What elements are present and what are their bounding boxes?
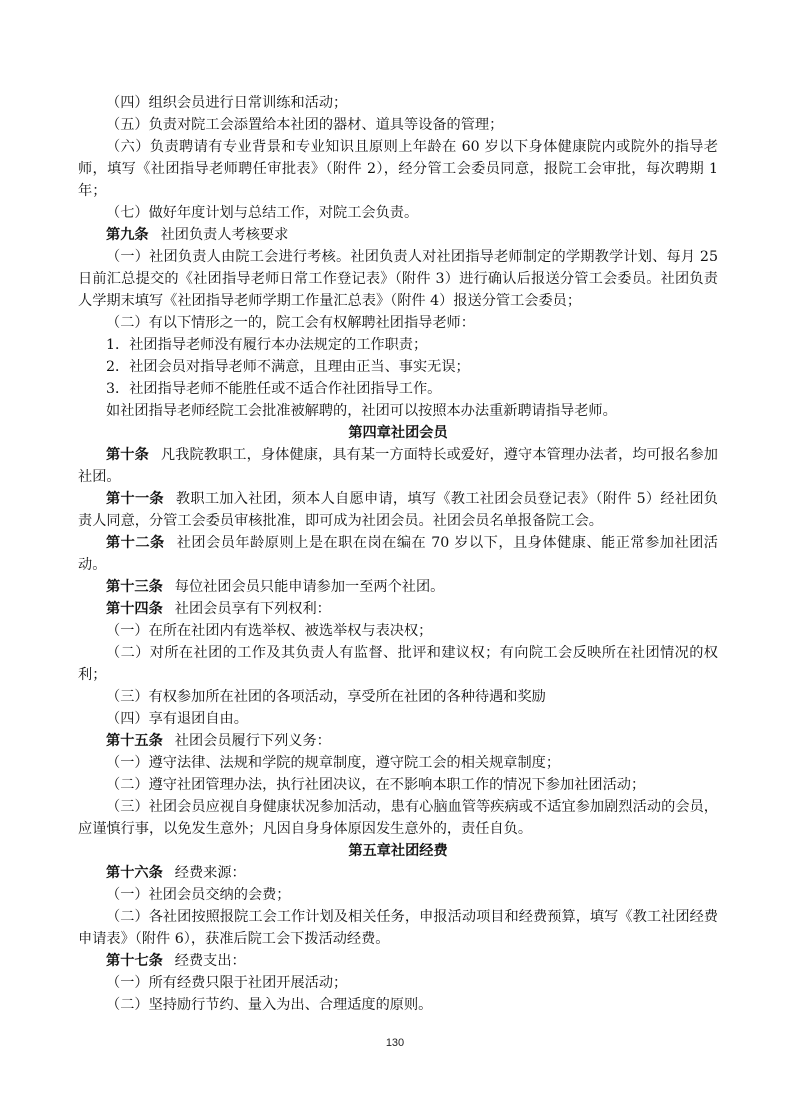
article-paragraph bbox=[78, 532, 718, 576]
article-text: 凡我院教职工，身体健康，具有某一方面特长或爱好，遵守本管理办法者，均可报名参加社团。 bbox=[78, 447, 718, 485]
article-text: 社团会员享有下列权利： bbox=[174, 601, 331, 617]
paragraph: （一）社团负责人由院工会进行考核。社团负责人对社团指导老师制定的学期教学计划、每月 25 日前汇总提交的《社团指导老师日常工作登记表》（附件 3）进行确认后报送分管工会委员。社团负责人学期末填写《社团指导老师学期工作量汇总表》（附件 4）报送分管工会委员； bbox=[78, 249, 718, 309]
article-text: 社团会员履行下列义务： bbox=[174, 733, 331, 749]
paragraph: （五）负责对院工会添置给本社团的器材、道具等设备的管理； bbox=[106, 117, 504, 133]
paragraph: 1．社团指导老师没有履行本办法规定的工作职责； bbox=[106, 337, 428, 353]
article-text: 教职工加入社团，须本人自愿申请，填写《教工社团会员登记表》（附件 5）经社团负责人同意，分管工会委员审核批准，即可成为社团会员。社团会员名单报备院工会。 bbox=[78, 491, 718, 529]
chapter-heading: 第四章社团会员 bbox=[348, 425, 448, 441]
article-paragraph bbox=[78, 730, 718, 752]
article-paragraph bbox=[78, 950, 718, 972]
chapter-heading: 第五章社团经费 bbox=[348, 843, 448, 859]
paragraph: （四）享有退团自由。 bbox=[106, 711, 248, 727]
paragraph: （二）对所在社团的工作及其负责人有监督、批评和建议权；有向院工会反映所在社团情况的权利； bbox=[78, 645, 718, 683]
paragraph: （一）遵守法律、法规和学院的规章制度，遵守院工会的相关规章制度； bbox=[106, 755, 561, 771]
article-label: 第十五条 bbox=[106, 733, 163, 749]
paragraph: （一）所有经费只限于社团开展活动； bbox=[106, 975, 348, 991]
paragraph: （一）在所在社团内有选举权、被选举权与表决权； bbox=[106, 623, 433, 639]
article-label: 第十四条 bbox=[106, 601, 163, 617]
article-paragraph bbox=[78, 598, 718, 620]
article-label: 第十三条 bbox=[106, 579, 163, 595]
paragraph: （一）社团会员交纳的会费； bbox=[106, 887, 291, 903]
article-paragraph bbox=[78, 862, 718, 884]
article-text: 经费支出： bbox=[174, 953, 246, 969]
paragraph: （三）有权参加所在社团的各项活动，享受所在社团的各种待遇和奖励 bbox=[106, 689, 546, 705]
paragraph: （二）遵守社团管理办法，执行社团决议，在不影响本职工作的情况下参加社团活动； bbox=[106, 777, 646, 793]
article-label: 第十二条 bbox=[106, 535, 165, 551]
article-paragraph bbox=[78, 488, 718, 532]
article-paragraph bbox=[78, 576, 718, 598]
article-label: 第九条 bbox=[106, 227, 149, 243]
paragraph: 3．社团指导老师不能胜任或不适合作社团指导工作。 bbox=[106, 381, 442, 397]
paragraph: （三）社团会员应视自身健康状况参加活动，患有心脑血管等疾病或不适宜参加剧烈活动的会员，应谨慎行事，以免发生意外；凡因自身身体原因发生意外的，责任自负。 bbox=[78, 799, 718, 837]
article-label: 第十一条 bbox=[106, 491, 164, 507]
paragraph: （七）做好年度计划与总结工作，对院工会负责。 bbox=[106, 205, 419, 221]
article-text: 社团负责人考核要求 bbox=[160, 227, 289, 243]
paragraph: （六）负责聘请有专业背景和专业知识且原则上年龄在 60 岁以下身体健康院内或院外的指导老师，填写《社团指导老师聘任审批表》（附件 2），经分管工会委员同意，报院工会审批，每次聘期 1 年； bbox=[78, 139, 718, 199]
article-label: 第十七条 bbox=[106, 953, 163, 969]
document-body bbox=[78, 92, 718, 1016]
article-paragraph bbox=[78, 444, 718, 488]
article-text: 社团会员年龄原则上是在职在岗在编在 70 岁以下，且身体健康、能正常参加社团活动。 bbox=[78, 535, 718, 573]
paragraph: 如社团指导老师经院工会批准被解聘的，社团可以按照本办法重新聘请指导老师。 bbox=[106, 403, 617, 419]
paragraph: 2．社团会员对指导老师不满意，且理由正当、事实无误； bbox=[106, 359, 470, 375]
paragraph: （二）有以下情形之一的，院工会有权解聘社团指导老师： bbox=[106, 315, 475, 331]
article-label: 第十条 bbox=[106, 447, 149, 463]
article-text: 经费来源： bbox=[174, 865, 246, 881]
page-number: 130 bbox=[385, 1037, 405, 1049]
article-paragraph bbox=[78, 224, 718, 246]
paragraph: （四）组织会员进行日常训练和活动； bbox=[106, 95, 348, 111]
article-text: 每位社团会员只能申请参加一至两个社团。 bbox=[174, 579, 445, 595]
paragraph: （二）坚持励行节约、量入为出、合理适度的原则。 bbox=[106, 997, 433, 1013]
paragraph: （二）各社团按照报院工会工作计划及相关任务，申报活动项目和经费预算，填写《教工社团经费申请表》（附件 6），获准后院工会下拨活动经费。 bbox=[78, 909, 718, 947]
article-label: 第十六条 bbox=[106, 865, 163, 881]
